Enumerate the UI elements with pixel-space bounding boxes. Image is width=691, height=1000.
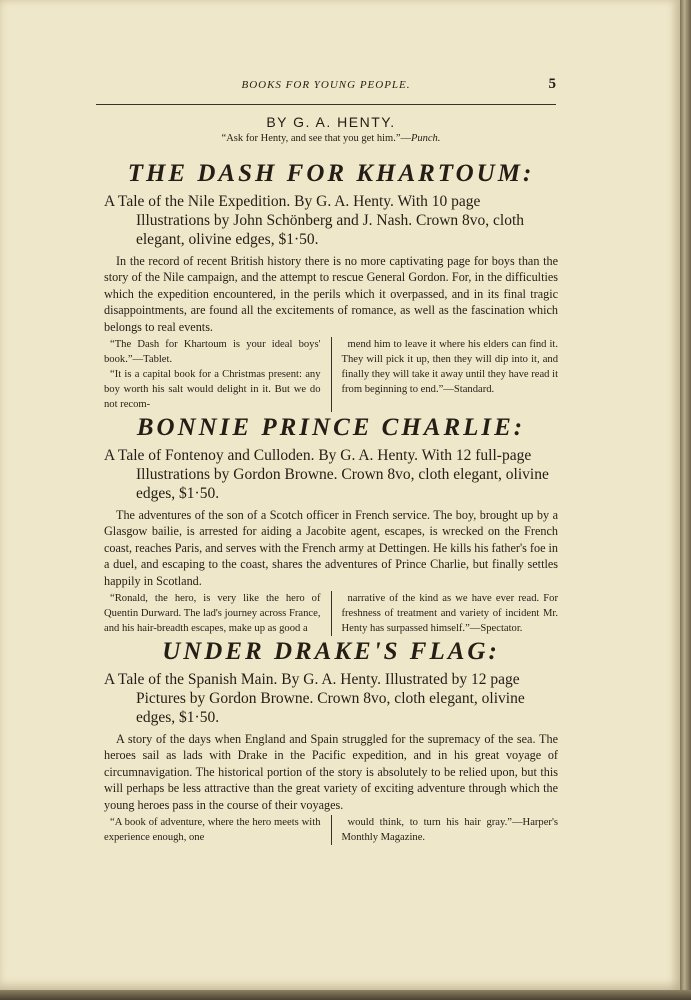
book-subtitle: A Tale of the Spanish Main. By G. A. Henty. Illustrated by 12 page Pictures by Gordon Browne. Crown 8vo, cloth elegant, olivine edges, $1·50. (104, 671, 525, 727)
header-rule (96, 104, 556, 105)
book-description: In the record of recent British history there is no more captivating page for boys than the story of the Nile campaign, and the attempt to rescue General Gordon. For, in the difficulties which the expedition encountered, in the perils which it overpassed, and in its final tragic disappointments, are found all the excitements of romance, as well as the fascination which belongs to real events. (104, 254, 558, 334)
review-text: mend him to leave it where his elders can find it. They will pick it up, then they will dip into it, and finally they will take it away until they have read it from beginning to end.”—Standard. (341, 339, 559, 396)
review-left (104, 815, 331, 845)
book-description: A story of the days when England and Spain struggled for the supremacy of the sea. The heroes sail as lads with Drake in the Pacific expedition, and in his great voyage of circumnavigation. The historical portion of the story is absolutely to be relied upon, but this will perhaps be less attractive than the great variety of exciting adventure through which the young heroes pass in the course of their voyages. (104, 732, 558, 812)
review-text: would think, to turn his hair gray.”—Harper's Monthly Magazine. (341, 817, 558, 844)
book-entry-under-drakes-flag (104, 636, 558, 845)
review-right (331, 337, 559, 412)
book-title: BONNIE PRINCE CHARLIE: (136, 414, 526, 442)
tagline-quote: “Ask for Henty, and see that you get him.”— (221, 133, 411, 144)
review-columns (104, 337, 558, 412)
page-content (104, 113, 558, 845)
review-left (104, 591, 331, 636)
book-description: The adventures of the son of a Scotch officer in French service. The boy, brought up by a Glasgow bailie, is arrested for aiding a Jacobite agent, escapes, is wrecked on the French coast, reaches Paris, and serves with the French army at Dettingen. He kills his father's foe in a duel, and escaping to the coast, shares the adventures of Prince Charlie, but finally settles happily in Scotland. (104, 508, 559, 588)
review-text: “A book of adventure, where the hero meets with experience enough, one (104, 817, 321, 844)
book-title: THE DASH FOR KHARTOUM: (127, 160, 535, 187)
review-columns (104, 591, 558, 636)
review-text: “It is a capital book for a Christmas present: any boy worth his salt would delight in it. But we do not recom- (104, 369, 321, 411)
book-subtitle: A Tale of the Nile Expedition. By G. A. Henty. With 10 page Illustrations by John Schönberg and J. Nash. Crown 8vo, cloth elegant, olivine edges, $1·50. (104, 193, 525, 248)
review-text: “The Dash for Khartoum is your ideal boys' book.”—Tablet. (104, 339, 321, 366)
tagline (104, 132, 558, 146)
page-edge-right (680, 0, 691, 1000)
tagline-source: Punch. (410, 133, 441, 144)
page-edge-bottom (0, 990, 691, 1000)
review-left (104, 337, 331, 412)
review-columns (104, 815, 558, 845)
review-right (331, 591, 559, 636)
page-number: 5 (548, 76, 556, 92)
book-title: UNDER DRAKE'S FLAG: (162, 638, 500, 666)
running-head: BOOKS FOR YOUNG PEOPLE. (241, 79, 411, 91)
page-header (96, 76, 556, 99)
review-text: narrative of the kind as we have ever read. For freshness of treatment and variety of incident Mr. Henty has surpassed himself.”—Spectator. (341, 593, 558, 635)
author-line: BY G. A. HENTY. (266, 114, 396, 130)
book-entry-dash-for-khartoum (104, 158, 558, 412)
book-subtitle: A Tale of Fontenoy and Culloden. By G. A. Henty. With 12 full-page Illustrations by Gordon Browne. Crown 8vo, cloth elegant, olivine edges, $1·50. (104, 447, 549, 503)
review-right (331, 815, 559, 845)
review-text: “Ronald, the hero, is very like the hero of Quentin Durward. The lad's journey across France, and his hair-breadth escapes, make up as good a (104, 593, 321, 635)
book-entry-bonnie-prince-charlie (104, 412, 558, 636)
